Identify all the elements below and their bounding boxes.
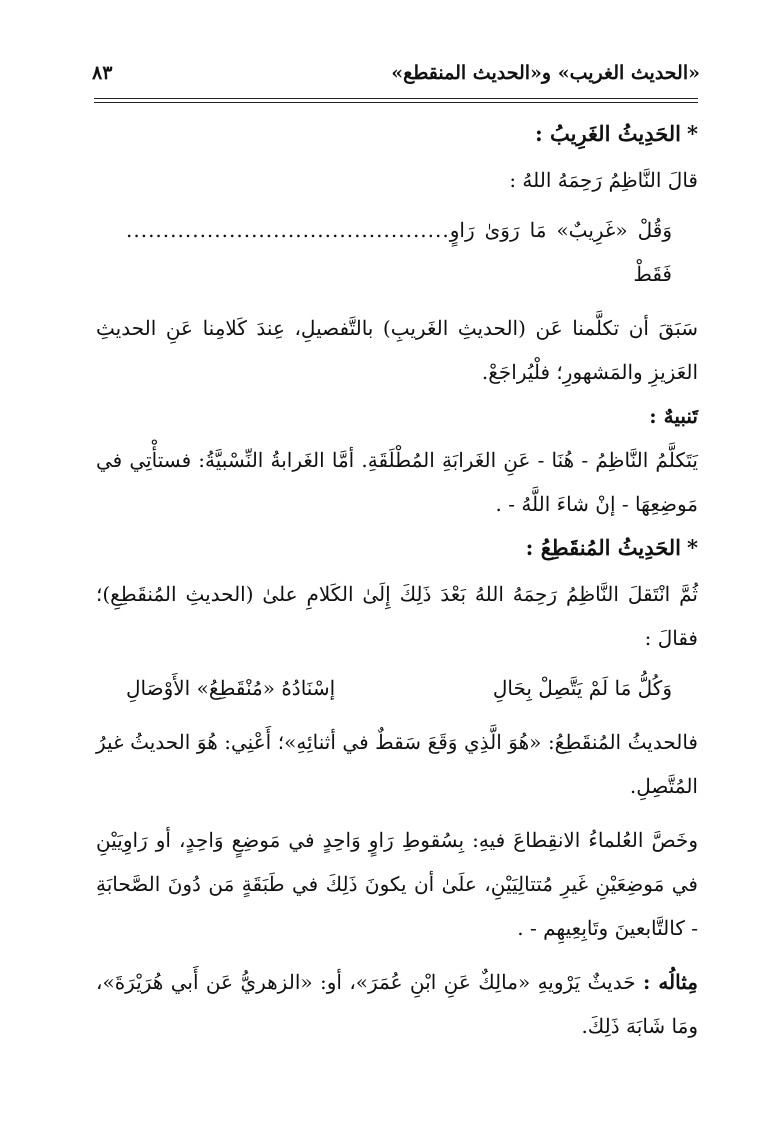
section-heading-gharib: *الحَدِيثُ الغَرِيبُ :	[534, 121, 698, 146]
paragraph-gharib-reference: سَبَقَ أن تكلَّمنا عَن (الحديثِ الغَريبِ) بالتَّفصيلِ، عِندَ كَلامِنا عَنِ الحديثِ العَزيزِ والمَشهورِ؛ فلْيُراجَعْ.	[96, 316, 698, 384]
paragraph-intro-gharib: قالَ النَّاظِمُ رَحِمَهُ اللهُ :	[509, 168, 698, 192]
page-number: ٨٣	[92, 62, 113, 84]
paragraph-scholars: وخَصَّ العُلماءُ الانقِطاعَ فيهِ: بِسُقوطِ رَاوٍ وَاحِدٍ في مَوضِعٍ وَاحِدٍ، أو رَاوِيَيْنِ في مَوضِعَيْنِ غَيرِ مُتتالِيَيْنِ، علَىٰ أن يكونَ ذَلِكَ في طَبَقَةٍ مَن دُونَ الصَّحابَةِ - كالتَّابعينَ وتَابِعِيهِم - .	[96, 828, 698, 940]
verse-hemistich-second: إسْنَادُهُ «مُنْقَطِعُ» الأَوْصَالِ	[126, 676, 336, 700]
running-title: «الحديث الغريب» و«الحديث المنقطع»	[391, 62, 700, 84]
asterisk-marker: *	[687, 121, 698, 146]
example-label: مِثالُه :	[642, 970, 698, 994]
header-rule	[94, 98, 698, 99]
verse-hemistich-first: وَقُلْ «غَرِيبٌ» مَا رَوَىٰ رَاوٍ فَقَطْ	[449, 218, 672, 286]
page-body	[96, 112, 698, 1048]
paragraph-intro-munqati: ثُمَّ انْتَقلَ النَّاظِمُ رَحِمَهُ اللهُ بَعْدَ ذَلِكَ إِلَىٰ الكَلامِ علىٰ (الحديثِ المُنقَطِعِ)؛ فقالَ :	[96, 582, 698, 650]
verse-hemistich-dots: ............................................	[126, 218, 450, 242]
verse-munqati	[96, 666, 698, 710]
section-heading-munqati: *الحَدِيثُ المُنقَطِعُ :	[525, 535, 698, 560]
verse-gharib	[96, 208, 698, 296]
header-rule-second	[94, 102, 698, 103]
page-header	[92, 62, 700, 84]
paragraph-example	[96, 960, 698, 1048]
asterisk-marker: *	[687, 535, 698, 560]
paragraph-note: يَتَكلَّمُ النَّاظِمُ - هُنَا - عَنِ الغَرابَةِ المُطْلَقَةِ. أمَّا الغَرابةُ النِّسْبيَّةُ: فستأْتِي في مَوضِعِهَا - إنْ شاءَ اللَّهُ - .	[96, 448, 698, 516]
verse-hemistich-first: وَكُلُّ مَا لَمْ يَتَّصِلْ بِحَالِ	[492, 676, 672, 700]
example-text: حَديثٌ يَرْويهِ «مالِكٌ عَنِ ابْنِ عُمَرَ»، أو: «الزهريُّ عَن أَبي هُرَيْرَةَ»، ومَا شَابَهَ ذَلِكَ.	[96, 970, 698, 1038]
paragraph-definition: فالحديثُ المُنقَطِعُ: «هُوَ الَّذِي وَقَعَ سَقطٌ في أثنائِهِ»؛ أَعْنِي: هُوَ الحديثُ غيرُ المُتَّصِلِ.	[96, 730, 698, 798]
note-heading: تَنبيهٌ :	[649, 404, 698, 428]
